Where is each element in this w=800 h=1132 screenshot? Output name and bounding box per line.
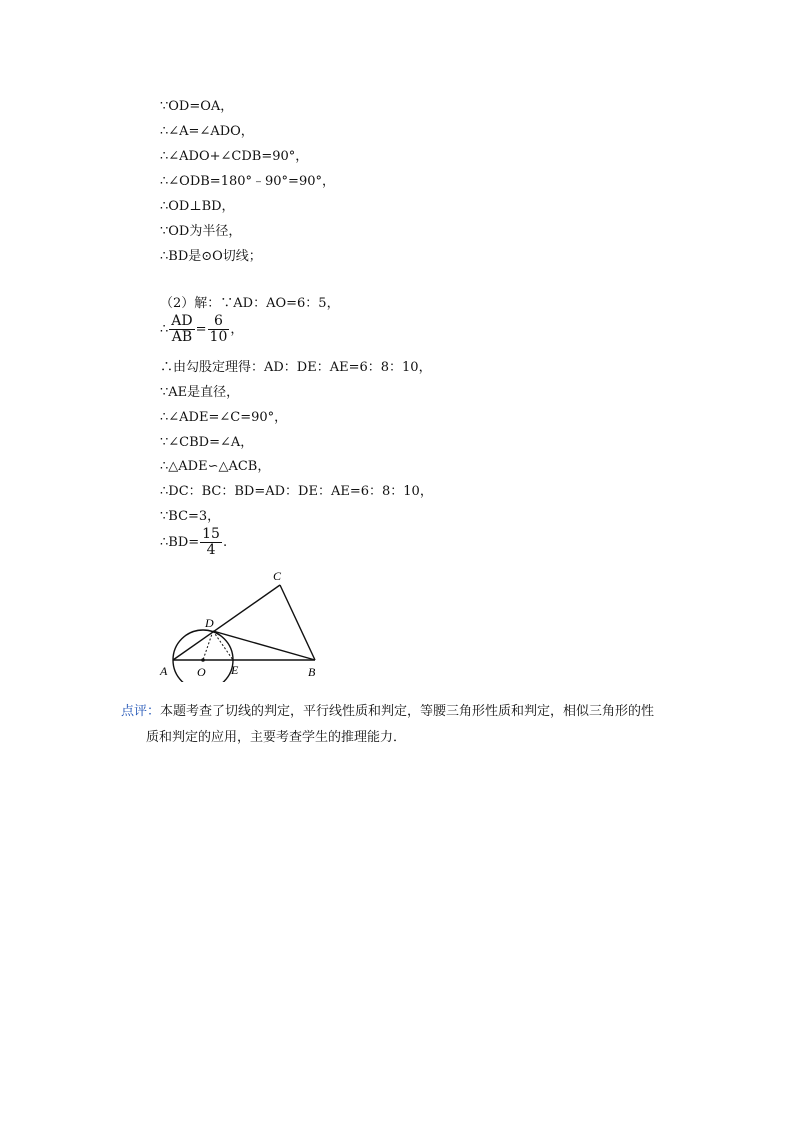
step-line: ∵∠CBD=∠A， xyxy=(160,435,254,450)
fraction-numerator: AD xyxy=(171,313,193,329)
step-line: ∴OD⊥BD， xyxy=(160,199,235,214)
geometry-figure xyxy=(158,566,328,682)
fraction-6-10 xyxy=(208,314,230,345)
fraction-suffix: ， xyxy=(230,321,244,337)
line-db xyxy=(213,631,315,660)
label-c: C xyxy=(273,569,282,583)
part2-header: （2）解：∵AD：AO=6：5， xyxy=(160,296,340,311)
fraction-15-4 xyxy=(200,527,222,558)
fraction-prefix: ∴ xyxy=(160,321,169,337)
fraction-denominator: 10 xyxy=(209,329,228,345)
fraction-numerator: 15 xyxy=(202,526,220,542)
equals-sign: = xyxy=(195,321,207,337)
fraction-ad-ab xyxy=(169,314,194,345)
label-e: E xyxy=(231,663,239,677)
label-d: D xyxy=(205,616,214,630)
step-line: ∵OD=OA， xyxy=(160,99,234,114)
result-suffix: . xyxy=(222,534,228,550)
comment-tag: 点评： xyxy=(121,704,161,719)
step-line: ∴由勾股定理得：AD：DE：AE=6：8：10， xyxy=(160,360,432,375)
geometry-diagram xyxy=(158,566,328,682)
center-dot xyxy=(201,658,205,662)
result-prefix: ∴BD= xyxy=(160,534,200,550)
step-line: ∵OD为半径， xyxy=(160,224,242,239)
step-line: ∴∠A=∠ADO， xyxy=(160,124,254,139)
line-cb xyxy=(280,585,315,660)
line-ac xyxy=(173,585,280,660)
step-line: ∴BD是⊙O切线； xyxy=(160,249,262,264)
comment-line-2: 质和判定的应用，主要考查学生的推理能力． xyxy=(146,730,407,745)
comment-block xyxy=(121,699,701,751)
label-o: O xyxy=(197,665,206,679)
step-line: ∵BC=3， xyxy=(160,509,221,524)
label-b: B xyxy=(308,665,316,679)
step-line: ∴∠ADE=∠C=90°， xyxy=(160,410,288,425)
step-line: ∴△ADE∽△ACB， xyxy=(160,459,271,474)
fraction-line xyxy=(160,314,243,345)
step-line: ∵AE是直径， xyxy=(160,385,240,400)
fraction-denominator: AB xyxy=(171,329,193,345)
step-line: ∴∠ADO+∠CDB=90°， xyxy=(160,149,309,164)
step-line: ∴DC：BC：BD=AD：DE：AE=6：8：10， xyxy=(160,484,433,499)
result-line xyxy=(160,527,227,558)
comment-line-1: 本题考查了切线的判定，平行线性质和判定，等腰三角形性质和判定，相似三角形的性 xyxy=(160,704,655,719)
step-line: ∴∠ODB=180°﹣90°=90°， xyxy=(160,174,335,189)
fraction-numerator: 6 xyxy=(208,314,230,330)
fraction-denominator: 4 xyxy=(206,542,216,558)
label-a: A xyxy=(160,664,168,678)
